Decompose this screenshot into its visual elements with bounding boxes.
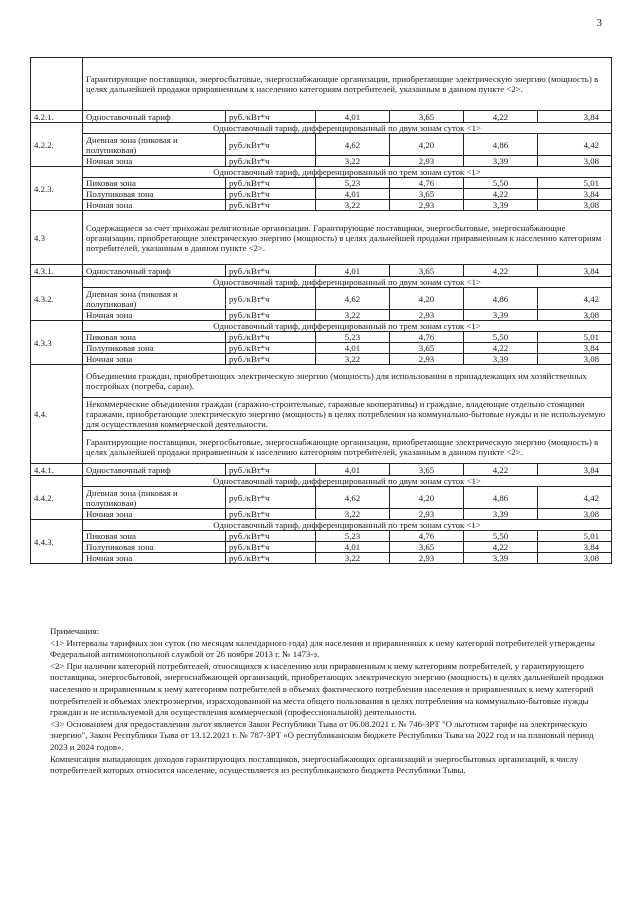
table-row bbox=[31, 365, 612, 398]
tariff-unit: руб./кВт*ч bbox=[226, 265, 316, 277]
table-row bbox=[31, 178, 612, 189]
tariff-value: 4,76 bbox=[390, 178, 464, 189]
tariff-unit: руб./кВт*ч bbox=[226, 200, 316, 211]
tariff-value: 3,08 bbox=[538, 200, 612, 211]
tariff-value: 3,39 bbox=[464, 310, 538, 321]
tariff-value: 3,39 bbox=[464, 200, 538, 211]
table-row bbox=[31, 343, 612, 354]
table-row bbox=[31, 542, 612, 553]
table-row bbox=[31, 134, 612, 156]
row-number: 4.4.2. bbox=[31, 476, 83, 520]
table-row bbox=[31, 310, 612, 321]
tariff-value: 3,08 bbox=[538, 310, 612, 321]
row-number: 4.2.2. bbox=[31, 123, 83, 167]
notes-heading: Примечания: bbox=[50, 626, 99, 636]
tariff-value: 3,39 bbox=[464, 156, 538, 167]
row-subheader: Одноставочный тариф, дифференцированный по трем зонам суток <1> bbox=[83, 321, 612, 332]
tariff-value: 3,22 bbox=[316, 310, 390, 321]
tariff-label: Ночная зона bbox=[83, 310, 226, 321]
row-description: Гарантирующие поставщики, энергосбытовые, энергоснабжающие организации, приобретающие электрическую энергию (мощность) в целях дальнейшей продажи приравненным к населению категориям потребителей, указанным в данном пункте <2>. bbox=[83, 431, 612, 464]
row-number: 4.2.1. bbox=[31, 111, 83, 123]
table-row bbox=[31, 111, 612, 123]
table-row bbox=[31, 156, 612, 167]
row-subheader: Одноставочный тариф, дифференцированный по трем зонам суток <1> bbox=[83, 520, 612, 531]
tariff-value: 4,20 bbox=[390, 487, 464, 509]
tariff-label: Ночная зона bbox=[83, 156, 226, 167]
tariff-value: 4,01 bbox=[316, 464, 390, 476]
tariff-value: 3,08 bbox=[538, 553, 612, 564]
row-description: Гарантирующие поставщики, энергосбытовые, энергоснабжающие организации, приобретающие электрическую энергию (мощность) в целях дальнейшей продажи приравненным к населению категориям потребителей, указанным в данном пункте <2>. bbox=[83, 58, 612, 111]
tariff-value: 4,62 bbox=[316, 288, 390, 310]
tariff-unit: руб./кВт*ч bbox=[226, 531, 316, 542]
row-number: 4.4. bbox=[31, 365, 83, 464]
tariff-unit: руб./кВт*ч bbox=[226, 354, 316, 365]
table-row bbox=[31, 167, 612, 178]
tariff-value: 3,65 bbox=[390, 343, 464, 354]
tariff-value: 3,08 bbox=[538, 354, 612, 365]
table-row bbox=[31, 277, 612, 288]
tariff-label: Дневная зона (пиковая и полупиковая) bbox=[83, 288, 226, 310]
tariff-value: 4,62 bbox=[316, 487, 390, 509]
tariff-label: Полупиковая зона bbox=[83, 343, 226, 354]
tariff-unit: руб./кВт*ч bbox=[226, 310, 316, 321]
tariff-value: 3,84 bbox=[538, 189, 612, 200]
tariff-value: 3,08 bbox=[538, 156, 612, 167]
tariff-value: 4,22 bbox=[464, 265, 538, 277]
table-row bbox=[31, 431, 612, 464]
row-number: 4.4.3. bbox=[31, 520, 83, 564]
table-row bbox=[31, 354, 612, 365]
tariff-value: 4,01 bbox=[316, 343, 390, 354]
tariff-unit: руб./кВт*ч bbox=[226, 134, 316, 156]
note-paragraph: <1> Интервалы тарифных зон суток (по месяцам календарного года) для населения и приравненных к нему категорий потребителей утверждены Федеральной антимонопольной службой от 26 ноября 2013 г. № 1473-э. bbox=[50, 637, 595, 660]
tariff-value: 5,01 bbox=[538, 178, 612, 189]
tariff-value: 2,93 bbox=[390, 553, 464, 564]
table-row bbox=[31, 211, 612, 265]
tariff-value: 2,93 bbox=[390, 354, 464, 365]
tariff-unit: руб./кВт*ч bbox=[226, 553, 316, 564]
tariff-value: 5,50 bbox=[464, 332, 538, 343]
tariff-label: Пиковая зона bbox=[83, 332, 226, 343]
tariff-value: 4,01 bbox=[316, 111, 390, 123]
tariff-value: 4,22 bbox=[464, 189, 538, 200]
table-row bbox=[31, 189, 612, 200]
row-description: Содержащиеся за счет прихожан религиозные организации. Гарантирующие поставщики, энергосбытовые, энергоснабжающие организации, приобретающие электрическую энергию (мощность) в целях дальнейшей продажи приравненным к населению категориям потребителей, указанным в данном пункте <2>. bbox=[83, 211, 612, 265]
tariff-value: 3,65 bbox=[390, 111, 464, 123]
table-row bbox=[31, 476, 612, 487]
tariff-unit: руб./кВт*ч bbox=[226, 332, 316, 343]
tariff-value: 3,22 bbox=[316, 156, 390, 167]
tariff-label: Пиковая зона bbox=[83, 531, 226, 542]
tariff-unit: руб./кВт*ч bbox=[226, 288, 316, 310]
tariff-value: 3,84 bbox=[538, 111, 612, 123]
tariff-value: 3,84 bbox=[538, 343, 612, 354]
tariff-value: 3,39 bbox=[464, 553, 538, 564]
table-row bbox=[31, 464, 612, 476]
tariff-value: 3,39 bbox=[464, 509, 538, 520]
tariff-value: 4,86 bbox=[464, 288, 538, 310]
tariff-table-body bbox=[31, 58, 612, 564]
tariff-value: 2,93 bbox=[390, 509, 464, 520]
table-row bbox=[31, 509, 612, 520]
tariff-value: 2,93 bbox=[390, 310, 464, 321]
tariff-value: 4,20 bbox=[390, 288, 464, 310]
tariff-unit: руб./кВт*ч bbox=[226, 343, 316, 354]
table-row bbox=[31, 520, 612, 531]
tariff-label: Полупиковая зона bbox=[83, 542, 226, 553]
tariff-value: 3,22 bbox=[316, 200, 390, 211]
tariff-label: Одноставочный тариф bbox=[83, 464, 226, 476]
tariff-value: 2,93 bbox=[390, 200, 464, 211]
tariff-value: 3,84 bbox=[538, 464, 612, 476]
tariff-value: 3,39 bbox=[464, 354, 538, 365]
tariff-value: 4,22 bbox=[464, 343, 538, 354]
tariff-table bbox=[30, 57, 612, 564]
tariff-unit: руб./кВт*ч bbox=[226, 178, 316, 189]
tariff-value: 4,42 bbox=[538, 487, 612, 509]
tariff-label: Пиковая зона bbox=[83, 178, 226, 189]
tariff-value: 3,84 bbox=[538, 542, 612, 553]
tariff-label: Ночная зона bbox=[83, 553, 226, 564]
tariff-value: 5,23 bbox=[316, 531, 390, 542]
tariff-value: 3,65 bbox=[390, 542, 464, 553]
tariff-value: 5,50 bbox=[464, 178, 538, 189]
row-description: Объединения граждан, приобретающих электрическую энергию (мощность) для использования в принадлежащих им хозяйственных постройках (погреба, сараи). bbox=[83, 365, 612, 398]
tariff-value: 3,22 bbox=[316, 354, 390, 365]
tariff-value: 4,42 bbox=[538, 288, 612, 310]
table-row bbox=[31, 332, 612, 343]
tariff-value: 4,86 bbox=[464, 487, 538, 509]
tariff-label: Дневная зона (пиковая и полупиковая) bbox=[83, 134, 226, 156]
tariff-value: 2,93 bbox=[390, 156, 464, 167]
tariff-value: 5,23 bbox=[316, 178, 390, 189]
tariff-value: 4,62 bbox=[316, 134, 390, 156]
table-row bbox=[31, 58, 612, 111]
row-subheader: Одноставочный тариф, дифференцированный по двум зонам суток <1> bbox=[83, 277, 612, 288]
page-number: 3 bbox=[596, 17, 602, 29]
row-number: 4.3.2. bbox=[31, 277, 83, 321]
tariff-value: 4,22 bbox=[464, 464, 538, 476]
tariff-value: 3,22 bbox=[316, 553, 390, 564]
tariff-label: Дневная зона (пиковая и полупиковая) bbox=[83, 487, 226, 509]
tariff-value: 4,01 bbox=[316, 189, 390, 200]
row-number: 4.3 bbox=[31, 211, 83, 265]
table-row bbox=[31, 398, 612, 431]
tariff-label: Одноставочный тариф bbox=[83, 265, 226, 277]
row-number: 4.3.1. bbox=[31, 265, 83, 277]
table-row bbox=[31, 553, 612, 564]
table-row bbox=[31, 288, 612, 310]
table-row bbox=[31, 531, 612, 542]
note-paragraph: <2> При наличии категорий потребителей, относящихся к населению или приравненным к нему категориям потребителей, у гарантирующего поставщика, энергосбытовой, энергоснабжающей организаций, приобретающих электрическую энергию (мощность) в целях дальнейшей продажи населению и приравненным к нему категориям потребителей в объемах фактического потребления населения и приравненных к нему категорий потребителей и объемах электроэнергии, израсходованной на места общего пользования в целях потребления на коммунально-бытовые нужды граждан и не используемой для осуществления коммерческой (профессиональной) деятельности. bbox=[50, 660, 604, 718]
tariff-value: 3,65 bbox=[390, 189, 464, 200]
tariff-value: 5,01 bbox=[538, 531, 612, 542]
row-number bbox=[31, 58, 83, 111]
tariff-value: 3,08 bbox=[538, 509, 612, 520]
tariff-value: 3,65 bbox=[390, 464, 464, 476]
tariff-value: 5,23 bbox=[316, 332, 390, 343]
tariff-value: 4,86 bbox=[464, 134, 538, 156]
table-row bbox=[31, 487, 612, 509]
tariff-value: 4,20 bbox=[390, 134, 464, 156]
tariff-unit: руб./кВт*ч bbox=[226, 156, 316, 167]
row-subheader: Одноставочный тариф, дифференцированный по трем зонам суток <1> bbox=[83, 167, 612, 178]
tariff-unit: руб./кВт*ч bbox=[226, 111, 316, 123]
tariff-value: 4,76 bbox=[390, 332, 464, 343]
tariff-value: 5,01 bbox=[538, 332, 612, 343]
tariff-unit: руб./кВт*ч bbox=[226, 189, 316, 200]
row-description: Некоммерческие объединения граждан (гаражно-строительные, гаражные кооперативы) и граждане, владеющие отдельно стоящими гаражами, приобретающие электрическую энергию (мощность) в целях потребления на коммунально-бытовые нужды и не используемую для осуществления коммерческой деятельности. bbox=[83, 398, 612, 431]
tariff-value: 5,50 bbox=[464, 531, 538, 542]
table-row bbox=[31, 123, 612, 134]
tariff-label: Ночная зона bbox=[83, 509, 226, 520]
row-subheader: Одноставочный тариф, дифференцированный по двум зонам суток <1> bbox=[83, 476, 612, 487]
tariff-value: 3,65 bbox=[390, 265, 464, 277]
tariff-value: 4,42 bbox=[538, 134, 612, 156]
tariff-unit: руб./кВт*ч bbox=[226, 542, 316, 553]
table-row bbox=[31, 200, 612, 211]
table-row bbox=[31, 265, 612, 277]
tariff-value: 3,22 bbox=[316, 509, 390, 520]
tariff-value: 4,01 bbox=[316, 265, 390, 277]
note-paragraph: Компенсация выпадающих доходов гарантирующих поставщиков, энергоснабжающих организаций и энергосбытовых организаций, к числу потребителей которых относится население, осуществляется из республиканского бюджета Республики Тывы. bbox=[50, 753, 579, 776]
row-number: 4.3.3 bbox=[31, 321, 83, 365]
notes-section bbox=[50, 626, 610, 777]
tariff-unit: руб./кВт*ч bbox=[226, 509, 316, 520]
tariff-value: 3,84 bbox=[538, 265, 612, 277]
tariff-label: Ночная зона bbox=[83, 200, 226, 211]
tariff-label: Ночная зона bbox=[83, 354, 226, 365]
row-number: 4.4.1. bbox=[31, 464, 83, 476]
table-row bbox=[31, 321, 612, 332]
tariff-value: 4,01 bbox=[316, 542, 390, 553]
row-number: 4.2.3. bbox=[31, 167, 83, 211]
tariff-value: 4,22 bbox=[464, 111, 538, 123]
tariff-label: Полупиковая зона bbox=[83, 189, 226, 200]
tariff-label: Одноставочный тариф bbox=[83, 111, 226, 123]
tariff-unit: руб./кВт*ч bbox=[226, 464, 316, 476]
tariff-value: 4,22 bbox=[464, 542, 538, 553]
row-subheader: Одноставочный тариф, дифференцированный по двум зонам суток <1> bbox=[83, 123, 612, 134]
tariff-value: 4,76 bbox=[390, 531, 464, 542]
note-paragraph: <3> Основанием для предоставления льгот является Закон Республики Тыва от 06.08.2021 г. № 746-ЗРТ "О льготном тарифе на электрическую энергию", Закон Республики Тыва от 13.12.2021 г. № 787-ЗРТ «О республиканском бюджете Республики Тыва на 2022 год и на плановый период 2023 и 2024 годов». bbox=[50, 718, 594, 752]
tariff-unit: руб./кВт*ч bbox=[226, 487, 316, 509]
